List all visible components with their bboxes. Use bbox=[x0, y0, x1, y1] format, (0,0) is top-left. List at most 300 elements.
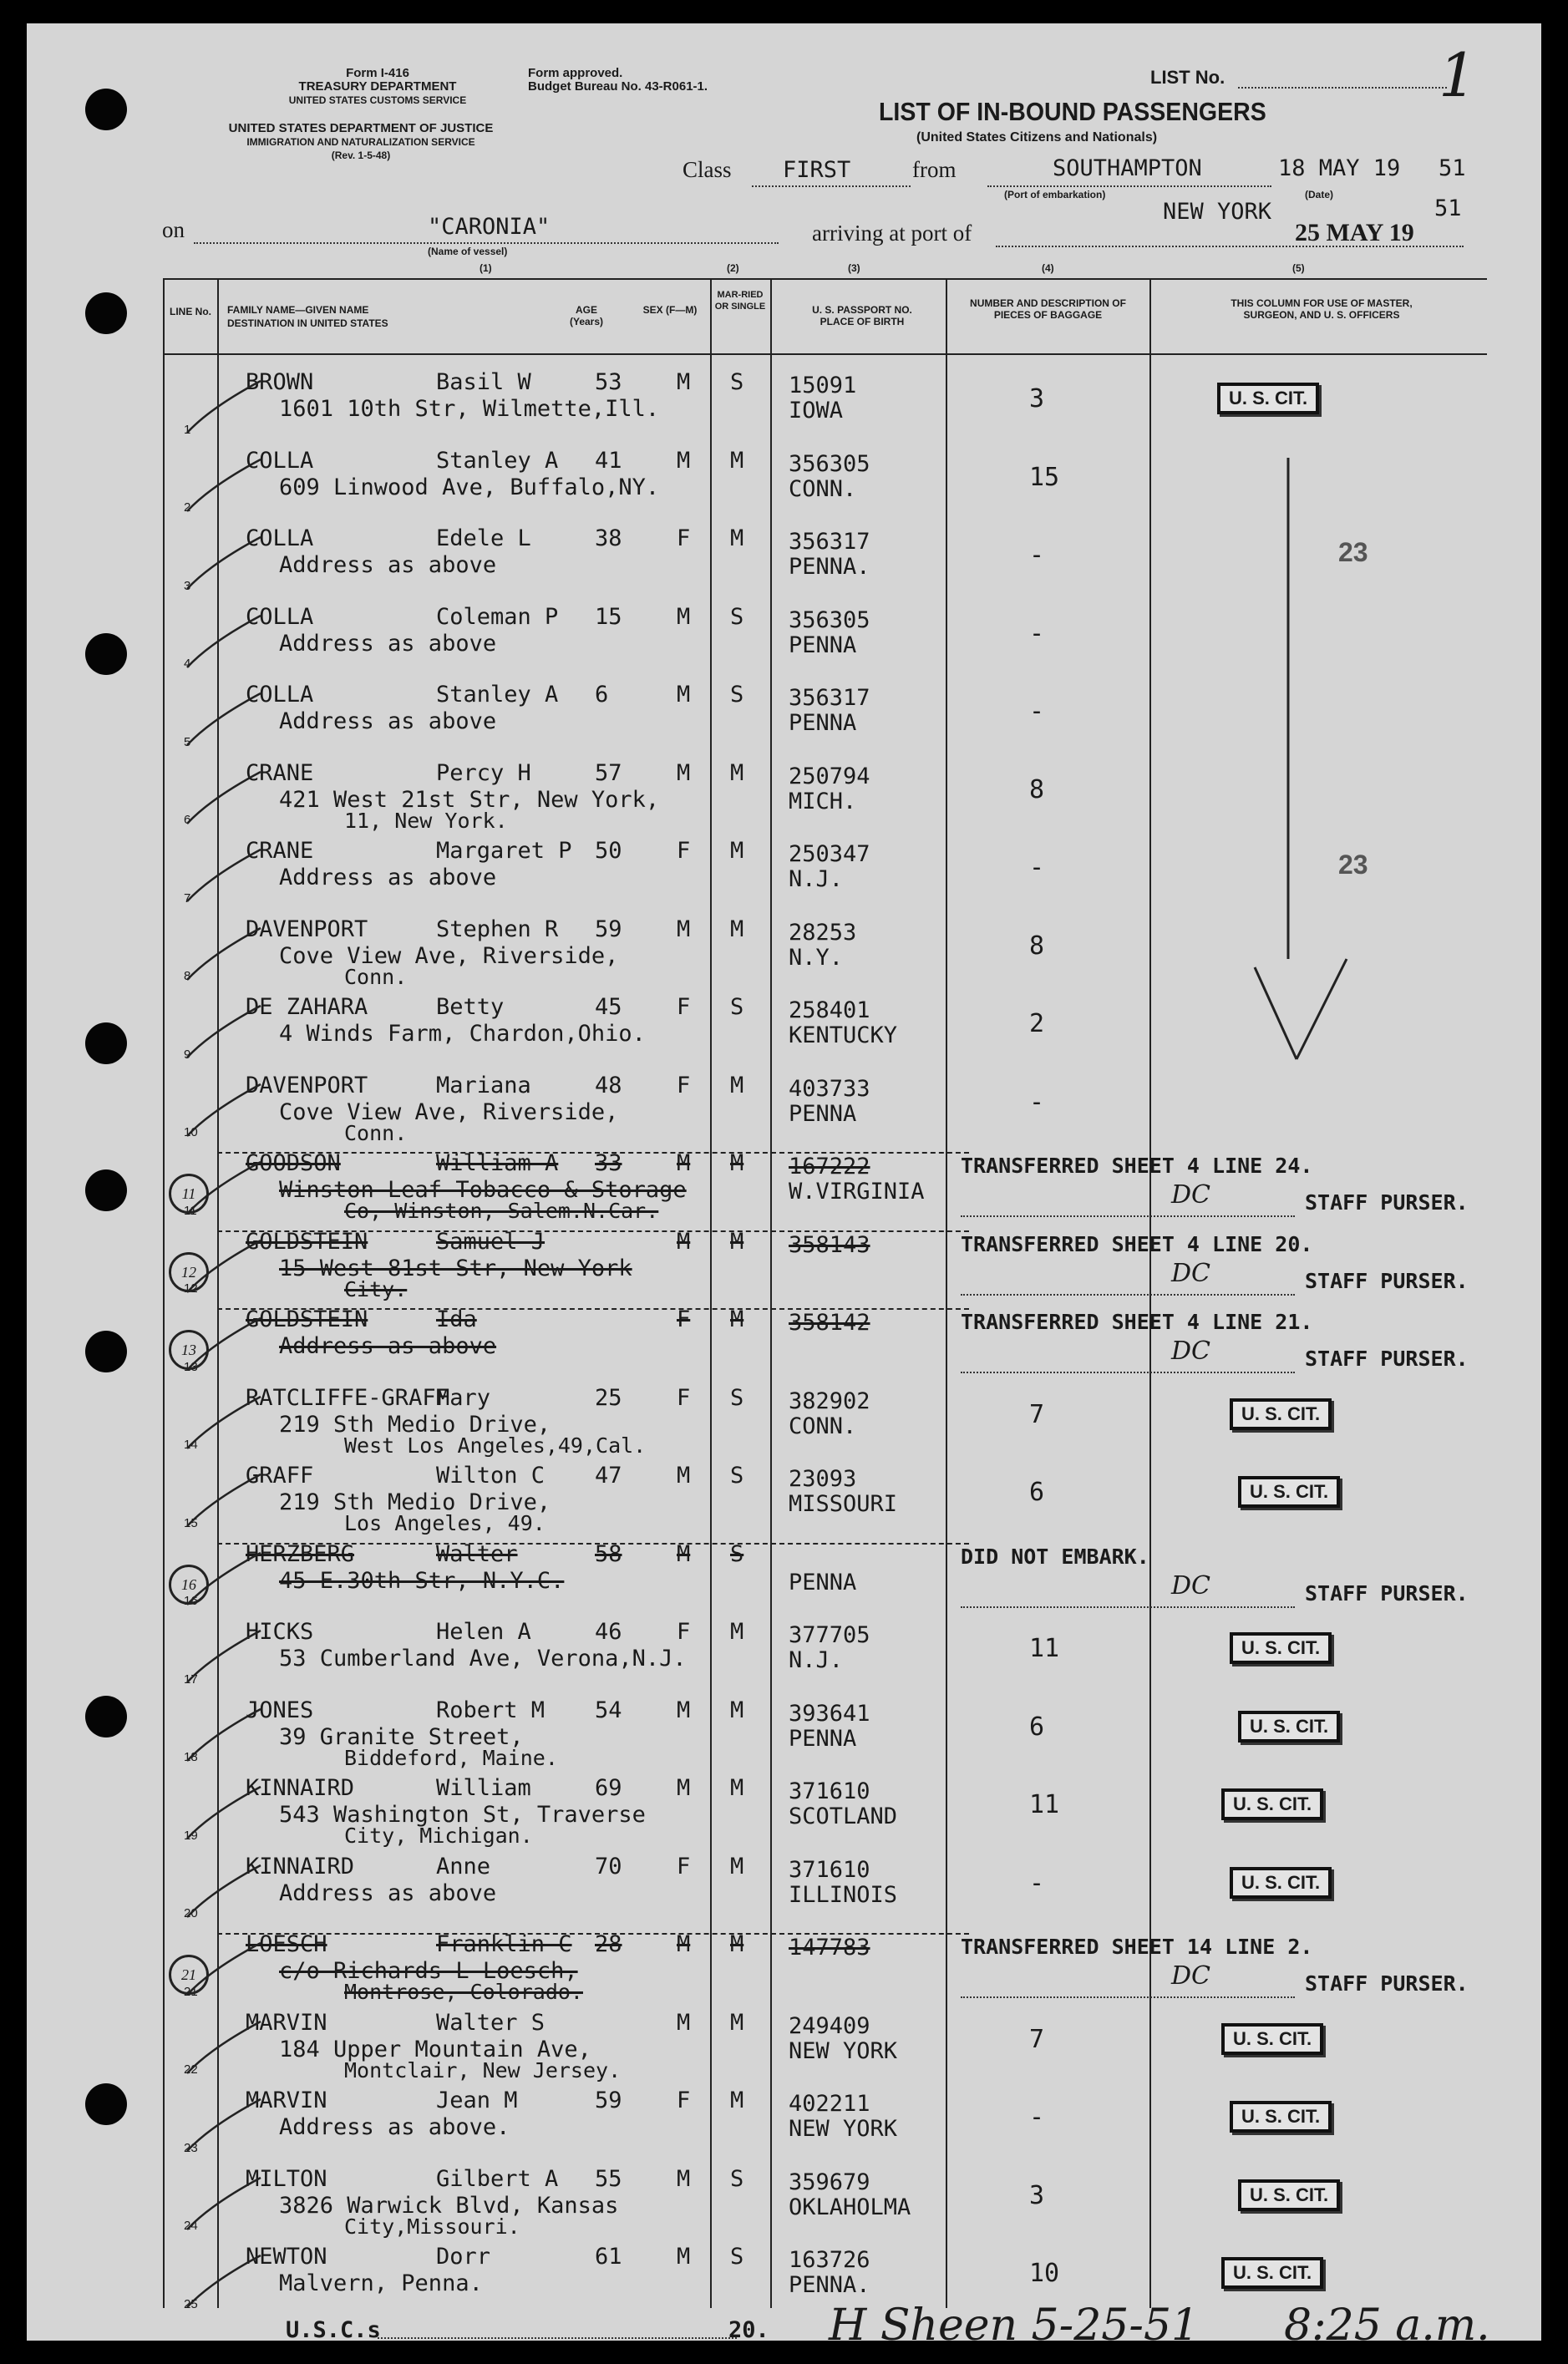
passport-number: 28253 bbox=[789, 919, 857, 946]
line-number: 12 bbox=[184, 1281, 198, 1296]
destination-line-1: 39 Granite Street, bbox=[279, 1723, 524, 1750]
baggage-count: - bbox=[1029, 1087, 1045, 1117]
destination-line-1: 543 Washington St, Traverse bbox=[279, 1802, 646, 1828]
place-of-birth: PENNA bbox=[789, 1569, 857, 1595]
us-citizen-stamp: U. S. CIT. bbox=[1238, 1711, 1340, 1743]
passport-number: 377705 bbox=[789, 1622, 870, 1648]
destination-line-2: 11, New York. bbox=[344, 808, 508, 833]
family-name: GRAFF bbox=[246, 1463, 314, 1489]
place-of-birth: PENNA bbox=[789, 710, 857, 736]
check-tick bbox=[177, 765, 269, 840]
destination-line-1: Cove View Ave, Riverside, bbox=[279, 942, 619, 969]
check-tick bbox=[177, 1311, 269, 1387]
line-number: 7 bbox=[184, 890, 191, 906]
given-name: Anne bbox=[436, 1853, 491, 1880]
family-name: HERZBERG bbox=[246, 1540, 355, 1567]
destination-line-1: 219 Sth Medio Drive, bbox=[279, 1489, 551, 1515]
table-row bbox=[27, 1617, 1541, 1696]
sex: M bbox=[677, 1697, 691, 1723]
col-header-destination: DESTINATION IN UNITED STATES bbox=[227, 317, 388, 329]
given-name: Helen A bbox=[436, 1619, 531, 1645]
place-of-birth: NEW YORK bbox=[789, 2037, 898, 2064]
stamp-number: 23 bbox=[1338, 850, 1368, 880]
age: 41 bbox=[595, 447, 622, 474]
line-number: 11 bbox=[184, 1203, 197, 1218]
sex: M bbox=[677, 603, 691, 630]
manifest-subtitle: (United States Citizens and Nationals) bbox=[916, 130, 1158, 145]
family-name: DAVENPORT bbox=[246, 916, 368, 942]
sex: M bbox=[677, 1775, 691, 1801]
check-tick bbox=[177, 843, 269, 918]
given-name: Dorr bbox=[436, 2244, 491, 2270]
marital-status: M bbox=[730, 916, 744, 942]
age: 70 bbox=[595, 1853, 622, 1880]
table-row bbox=[27, 1461, 1541, 1540]
line-circle-mark: 21 bbox=[169, 1955, 209, 1995]
table-row bbox=[27, 1696, 1541, 1774]
marital-status: S bbox=[730, 1540, 744, 1567]
purser-initials: DC bbox=[1171, 1961, 1211, 1991]
destination-line-1: 219 Sth Medio Drive, bbox=[279, 1411, 551, 1438]
given-name: Basil W bbox=[436, 369, 531, 395]
form-revision: (Rev. 1-5-48) bbox=[331, 150, 391, 161]
table-header-rule bbox=[163, 353, 1487, 355]
baggage-count: - bbox=[1029, 697, 1045, 726]
date-caption: (Date) bbox=[1305, 189, 1334, 200]
given-name: Stanley A bbox=[436, 447, 559, 474]
col-num-3: (3) bbox=[848, 262, 860, 274]
staff-purser-note: STAFF PURSER. bbox=[1305, 1347, 1469, 1371]
check-tick bbox=[177, 1624, 269, 1699]
from-label: from bbox=[912, 157, 957, 182]
destination-line-1: 421 West 21st Str, New York, bbox=[279, 786, 660, 813]
check-tick bbox=[177, 374, 269, 449]
line-number: 15 bbox=[184, 1515, 198, 1530]
transfer-note: DID NOT EMBARK. bbox=[961, 1544, 1149, 1569]
passport-number: 393641 bbox=[789, 1700, 870, 1727]
marital-status: M bbox=[730, 525, 744, 551]
destination-line-1: Address as above bbox=[279, 552, 497, 578]
place-of-birth: MICH. bbox=[789, 788, 857, 814]
table-row bbox=[27, 2086, 1541, 2164]
place-of-birth: PENNA bbox=[789, 1725, 857, 1752]
check-tick bbox=[177, 921, 269, 997]
departure-date: 18 MAY 19 bbox=[1278, 155, 1401, 181]
marital-status: M bbox=[730, 1150, 744, 1176]
stamp-number: 23 bbox=[1338, 537, 1368, 567]
destination-line-1: Address as above bbox=[279, 865, 497, 890]
check-tick bbox=[177, 530, 269, 606]
family-name: KINNAIRD bbox=[246, 1853, 355, 1880]
us-citizen-stamp: U. S. CIT. bbox=[1221, 2023, 1323, 2055]
arrival-port: NEW YORK bbox=[1163, 199, 1272, 225]
destination-line-1: 45 E.30th Str, N.Y.C. bbox=[279, 1567, 565, 1594]
port-embarkation-caption: (Port of embarkation) bbox=[1004, 189, 1106, 200]
check-tick bbox=[177, 1780, 269, 1855]
marital-status: M bbox=[730, 1228, 744, 1255]
age: 53 bbox=[595, 369, 622, 395]
age: 59 bbox=[595, 2088, 622, 2113]
col-num-4: (4) bbox=[1042, 262, 1054, 274]
class-label: Class bbox=[683, 157, 732, 182]
passport-number: 356317 bbox=[789, 529, 870, 555]
col-num-5: (5) bbox=[1292, 262, 1305, 274]
marital-status: M bbox=[730, 1853, 744, 1880]
line-number: 14 bbox=[184, 1438, 198, 1452]
list-no-value: 1 bbox=[1439, 40, 1477, 110]
destination-line-1: 1601 10th Str, Wilmette,Ill. bbox=[279, 396, 660, 422]
sex: M bbox=[677, 1540, 691, 1567]
sex: F bbox=[677, 994, 691, 1020]
passport-number: 358143 bbox=[789, 1231, 870, 1258]
class-value: FIRST bbox=[783, 157, 851, 183]
destination-line-2: Conn. bbox=[344, 964, 408, 989]
sex: F bbox=[677, 1384, 691, 1411]
given-name: Coleman P bbox=[436, 603, 559, 630]
marital-status: S bbox=[730, 2244, 744, 2270]
age: 57 bbox=[595, 759, 622, 786]
place-of-birth: N.J. bbox=[789, 866, 844, 892]
marital-status: S bbox=[730, 369, 744, 395]
marital-status: M bbox=[730, 1072, 744, 1098]
sex: F bbox=[677, 525, 691, 551]
destination-line-1: 609 Linwood Ave, Buffalo,NY. bbox=[279, 474, 660, 500]
baggage-count: 7 bbox=[1029, 1399, 1045, 1429]
passport-number: 371610 bbox=[789, 1856, 870, 1883]
destination-line-1: Address as above bbox=[279, 1880, 497, 1906]
passport-number: 356305 bbox=[789, 450, 870, 477]
place-of-birth: PENNA. bbox=[789, 554, 870, 580]
destination-line-1: Malvern, Penna. bbox=[279, 2270, 483, 2296]
marital-status: S bbox=[730, 1384, 744, 1411]
family-name: CRANE bbox=[246, 759, 314, 786]
marital-status: M bbox=[730, 1775, 744, 1801]
family-name: COLLA bbox=[246, 525, 314, 551]
place-of-birth: N.Y. bbox=[789, 944, 844, 971]
destination-line-2: City,Missouri. bbox=[344, 2214, 520, 2239]
transfer-note: TRANSFERRED SHEET 4 LINE 20. bbox=[961, 1231, 1313, 1256]
age: 47 bbox=[595, 1463, 622, 1489]
family-name: LOESCH bbox=[246, 1931, 327, 1957]
given-name: William A bbox=[436, 1150, 559, 1176]
line-number: 21 bbox=[184, 1984, 198, 1999]
given-name: Margaret P bbox=[436, 838, 572, 864]
line-number: 10 bbox=[184, 1125, 198, 1139]
line-number: 5 bbox=[184, 734, 191, 749]
table-row bbox=[27, 2008, 1541, 2087]
marital-status: M bbox=[730, 2088, 744, 2113]
col-header-baggage: NUMBER AND DESCRIPTION OF PIECES OF BAGGAGE bbox=[970, 297, 1126, 321]
line-number: 2 bbox=[184, 500, 191, 515]
us-citizen-stamp: U. S. CIT. bbox=[1238, 1476, 1340, 1508]
destination-line-1: Winston Leaf Tobacco & Storage bbox=[279, 1177, 687, 1203]
sex: M bbox=[677, 2165, 691, 2192]
given-name: Samuel J bbox=[436, 1228, 546, 1255]
arriving-label: arriving at port of bbox=[812, 221, 972, 246]
destination-line-1: Address as above bbox=[279, 630, 497, 657]
passport-number: 359679 bbox=[789, 2169, 870, 2195]
check-tick bbox=[177, 609, 269, 684]
baggage-count: 15 bbox=[1029, 462, 1060, 492]
form-number: Form I-416 bbox=[346, 66, 409, 80]
sex: F bbox=[677, 1306, 691, 1332]
check-tick bbox=[177, 1468, 269, 1543]
sex: M bbox=[677, 759, 691, 786]
sex: F bbox=[677, 1619, 691, 1645]
table-row bbox=[27, 2164, 1541, 2243]
manifest-title: LIST OF IN-BOUND PASSENGERS bbox=[879, 97, 1266, 126]
destination-line-1: Cove View Ave, Riverside, bbox=[279, 1098, 619, 1125]
place-of-birth: OKLAHOLMA bbox=[789, 2194, 911, 2220]
place-of-birth: ILLINOIS bbox=[789, 1881, 898, 1908]
check-tick bbox=[177, 2015, 269, 2090]
age: 28 bbox=[595, 1931, 622, 1957]
check-tick bbox=[177, 1546, 269, 1621]
marital-status: S bbox=[730, 1463, 744, 1489]
age: 48 bbox=[595, 1072, 622, 1098]
destination-line-2: Conn. bbox=[344, 1120, 408, 1145]
marital-status: S bbox=[730, 603, 744, 630]
passport-number: 167222 bbox=[789, 1154, 870, 1179]
given-name: Mary bbox=[436, 1384, 491, 1411]
line-number: 13 bbox=[184, 1359, 198, 1374]
check-tick bbox=[177, 2249, 269, 2324]
col-header-officers: THIS COLUMN FOR USE OF MASTER, SURGEON, AND U. S. OFFICERS bbox=[1231, 297, 1413, 321]
marital-status: M bbox=[730, 1697, 744, 1723]
passport-number: 250794 bbox=[789, 763, 870, 789]
line-number: 4 bbox=[184, 657, 191, 671]
check-tick bbox=[177, 1155, 269, 1230]
table-row bbox=[27, 1305, 1541, 1383]
destination-line-2: Montclair, New Jersey. bbox=[344, 2057, 622, 2082]
passport-number: 147783 bbox=[789, 1935, 870, 1961]
us-citizen-stamp: U. S. CIT. bbox=[1221, 1788, 1323, 1820]
family-name: NEWTON bbox=[246, 2244, 327, 2270]
baggage-count: 2 bbox=[1029, 1009, 1045, 1038]
marital-status: M bbox=[730, 759, 744, 786]
baggage-count: 8 bbox=[1029, 931, 1045, 961]
given-name: Franklin C bbox=[436, 1931, 572, 1957]
place-of-birth: NEW YORK bbox=[789, 2116, 898, 2142]
passport-number: 15091 bbox=[789, 373, 857, 398]
destination-line-2: Co, Winston, Salem.N.Car. bbox=[344, 1199, 659, 1223]
given-name: Robert M bbox=[436, 1697, 546, 1723]
table-row bbox=[27, 1852, 1541, 1930]
table-row bbox=[27, 1930, 1541, 2008]
age: 15 bbox=[595, 603, 622, 630]
passport-number: 382902 bbox=[789, 1387, 870, 1414]
us-citizen-stamp: U. S. CIT. bbox=[1217, 383, 1319, 414]
baggage-count: - bbox=[1029, 2103, 1045, 2132]
punch-hole-1 bbox=[85, 89, 127, 130]
family-name: COLLA bbox=[246, 682, 314, 708]
budget-bureau: Budget Bureau No. 43-R061-1. bbox=[528, 79, 708, 94]
usc-label: U.S.C.s bbox=[286, 2317, 381, 2341]
purser-initials: DC bbox=[1171, 1258, 1211, 1288]
from-value: SOUTHAMPTON bbox=[1053, 155, 1202, 181]
place-of-birth: PENNA. bbox=[789, 2272, 870, 2298]
line-number: 17 bbox=[184, 1672, 198, 1687]
line-circle-mark: 12 bbox=[169, 1252, 209, 1292]
dept-justice: UNITED STATES DEPARTMENT OF JUSTICE bbox=[228, 121, 494, 135]
usc-count: 20. bbox=[728, 2317, 769, 2341]
given-name: Percy H bbox=[436, 759, 531, 786]
age: 58 bbox=[595, 1540, 622, 1567]
family-name: GOODSON bbox=[246, 1150, 341, 1176]
given-name: Mariana bbox=[436, 1072, 531, 1098]
age: 38 bbox=[595, 525, 622, 551]
family-name: RATCLIFFE-GRAFF bbox=[246, 1384, 449, 1411]
place-of-birth: CONN. bbox=[789, 475, 857, 502]
destination-line-1: Address as above bbox=[279, 708, 497, 734]
line-number: 1 bbox=[184, 422, 191, 437]
passport-number: 163726 bbox=[789, 2247, 870, 2273]
destination-line-1: Address as above bbox=[279, 1333, 497, 1359]
check-tick bbox=[177, 687, 269, 762]
passport-number: 403733 bbox=[789, 1075, 870, 1102]
us-citizen-stamp: U. S. CIT. bbox=[1221, 2257, 1323, 2289]
table-top-rule bbox=[163, 278, 1487, 280]
official-check-mark bbox=[1238, 424, 1388, 1109]
us-citizen-stamp: U. S. CIT. bbox=[1238, 2179, 1340, 2211]
age: 45 bbox=[595, 994, 622, 1020]
baggage-count: 3 bbox=[1029, 384, 1045, 413]
given-name: Stephen R bbox=[436, 916, 559, 942]
given-name: Ida bbox=[436, 1306, 477, 1332]
place-of-birth: CONN. bbox=[789, 1413, 857, 1439]
us-citizen-stamp: U. S. CIT. bbox=[1230, 2101, 1332, 2133]
baggage-count: 7 bbox=[1029, 2024, 1045, 2054]
table-row bbox=[27, 1227, 1541, 1306]
sex: F bbox=[677, 2088, 691, 2113]
place-of-birth: W.VIRGINIA bbox=[789, 1179, 925, 1205]
age: 6 bbox=[595, 682, 609, 708]
destination-line-2: West Los Angeles,49,Cal. bbox=[344, 1433, 647, 1458]
given-name: Stanley A bbox=[436, 682, 559, 708]
sex: F bbox=[677, 1072, 691, 1098]
baggage-count: 10 bbox=[1029, 2259, 1060, 2288]
age: 61 bbox=[595, 2244, 622, 2270]
line-number: 6 bbox=[184, 813, 191, 827]
line-number: 24 bbox=[184, 2219, 198, 2233]
baggage-count: 3 bbox=[1029, 2180, 1045, 2210]
baggage-count: - bbox=[1029, 540, 1045, 570]
sex: M bbox=[677, 1150, 691, 1176]
baggage-count: 11 bbox=[1029, 1790, 1060, 1819]
given-name: Edele L bbox=[436, 525, 531, 551]
col-header-married: MAR-RIED OR SINGLE bbox=[714, 290, 766, 312]
baggage-count: 11 bbox=[1029, 1634, 1060, 1663]
given-name: Wilton C bbox=[436, 1463, 546, 1489]
family-name: GOLDSTEIN bbox=[246, 1306, 368, 1332]
marital-status: S bbox=[730, 682, 744, 708]
destination-line-2: Biddeford, Maine. bbox=[344, 1745, 558, 1770]
family-name: COLLA bbox=[246, 603, 314, 630]
baggage-count: 8 bbox=[1029, 774, 1045, 804]
marital-status: S bbox=[730, 2165, 744, 2192]
check-tick bbox=[177, 1936, 269, 2011]
destination-line-1: 53 Cumberland Ave, Verona,N.J. bbox=[279, 1646, 687, 1672]
given-name: William bbox=[436, 1775, 531, 1801]
given-name: Walter S bbox=[436, 2009, 546, 2036]
place-of-birth: N.J. bbox=[789, 1647, 844, 1673]
col-header-line-no: LINE No. bbox=[170, 306, 211, 317]
transfer-note: TRANSFERRED SHEET 4 LINE 24. bbox=[961, 1154, 1313, 1178]
destination-line-1: 184 Upper Mountain Ave, bbox=[279, 2036, 591, 2062]
marital-status: M bbox=[730, 447, 744, 474]
line-number: 25 bbox=[184, 2296, 198, 2311]
line-circle-mark: 16 bbox=[169, 1565, 209, 1605]
place-of-birth: PENNA bbox=[789, 632, 857, 658]
age: 46 bbox=[595, 1619, 622, 1645]
col-header-sex: SEX (F—M) bbox=[642, 304, 698, 316]
baggage-count: - bbox=[1029, 853, 1045, 882]
place-of-birth: KENTUCKY bbox=[789, 1022, 898, 1048]
staff-purser-note: STAFF PURSER. bbox=[1305, 1268, 1469, 1293]
purser-initials: DC bbox=[1171, 1570, 1211, 1601]
marital-status: S bbox=[730, 994, 744, 1020]
line-circle-mark: 11 bbox=[169, 1174, 209, 1214]
sex: M bbox=[677, 1931, 691, 1957]
customs-service: UNITED STATES CUSTOMS SERVICE bbox=[288, 94, 467, 106]
check-tick bbox=[177, 453, 269, 528]
passport-number: 356305 bbox=[789, 606, 870, 633]
baggage-count: 6 bbox=[1029, 1712, 1045, 1742]
col-num-2: (2) bbox=[727, 262, 739, 274]
col-header-name: FAMILY NAME—GIVEN NAME bbox=[227, 304, 369, 316]
family-name: HICKS bbox=[246, 1619, 314, 1645]
line-number: 23 bbox=[184, 2140, 198, 2155]
line-number: 19 bbox=[184, 1828, 198, 1843]
departure-year: 51 bbox=[1439, 155, 1466, 181]
vessel-name: "CARONIA" bbox=[428, 214, 551, 240]
family-name: MARVIN bbox=[246, 2088, 327, 2113]
marital-status: M bbox=[730, 1306, 744, 1332]
age: 54 bbox=[595, 1697, 622, 1723]
family-name: KINNAIRD bbox=[246, 1775, 355, 1801]
transfer-note: TRANSFERRED SHEET 14 LINE 2. bbox=[961, 1935, 1313, 1959]
destination-line-1: 15 West 81st Str, New York bbox=[279, 1255, 632, 1281]
check-tick bbox=[177, 1390, 269, 1465]
given-name: Betty bbox=[436, 994, 505, 1020]
destination-line-2: Montrose, Colorado. bbox=[344, 1980, 583, 2004]
given-name: Gilbert A bbox=[436, 2165, 559, 2192]
age: 69 bbox=[595, 1775, 622, 1801]
line-circle-mark: 13 bbox=[169, 1330, 209, 1370]
arrival-time: 8:25 a.m. bbox=[1284, 2301, 1490, 2341]
us-citizen-stamp: U. S. CIT. bbox=[1230, 1632, 1332, 1664]
line-number: 16 bbox=[184, 1594, 198, 1608]
check-tick bbox=[177, 1859, 269, 1934]
line-number: 18 bbox=[184, 1750, 198, 1764]
family-name: JONES bbox=[246, 1697, 314, 1723]
col-num-1: (1) bbox=[480, 262, 492, 274]
arrival-date: 25 MAY 19 bbox=[1295, 219, 1414, 246]
line-number: 3 bbox=[184, 578, 191, 593]
sex: M bbox=[677, 1228, 691, 1255]
line-number: 8 bbox=[184, 969, 191, 983]
sex: F bbox=[677, 1853, 691, 1880]
baggage-count: - bbox=[1029, 1868, 1045, 1898]
passport-number: 23093 bbox=[789, 1466, 857, 1492]
line-number: 22 bbox=[184, 2062, 198, 2077]
line-number: 20 bbox=[184, 1906, 198, 1920]
dept-treasury: TREASURY DEPARTMENT bbox=[298, 79, 457, 94]
baggage-count: 6 bbox=[1029, 1478, 1045, 1507]
table-row bbox=[27, 1383, 1541, 1462]
table-row bbox=[27, 1773, 1541, 1852]
age: 55 bbox=[595, 2165, 622, 2192]
